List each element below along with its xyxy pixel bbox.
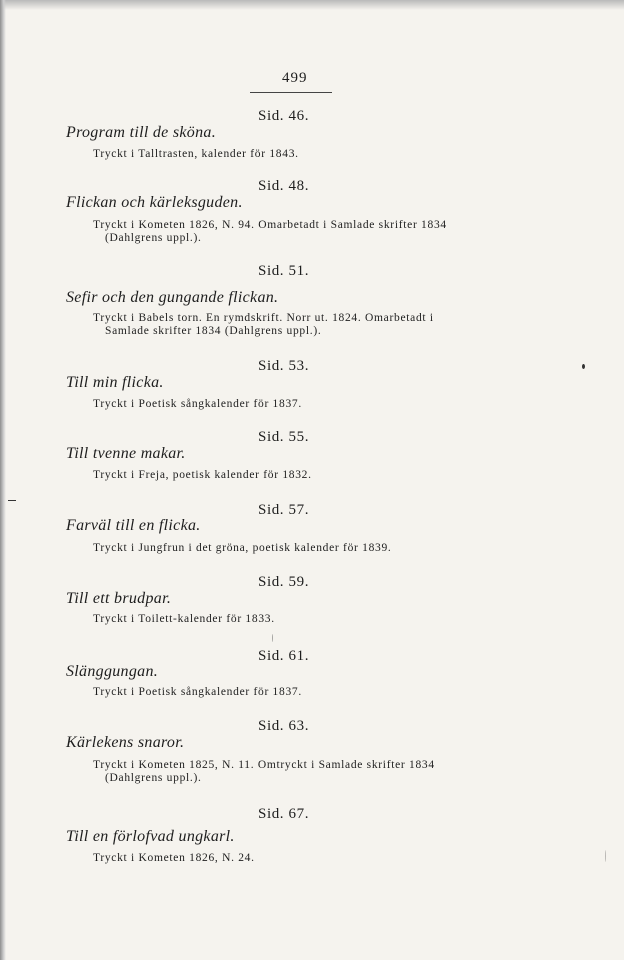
publication-note-line: (Dahlgrens uppl.). <box>105 232 202 244</box>
publication-note <box>93 759 435 785</box>
publication-note <box>93 219 447 245</box>
publication-note-line: Tryckt i Toilett-kalender för 1833. <box>93 613 275 625</box>
publication-note <box>93 469 312 482</box>
section-reference: Sid. 63. <box>258 718 310 734</box>
section-reference: Sid. 51. <box>258 263 310 279</box>
page-number: 499 <box>282 70 308 86</box>
ink-speck <box>582 364 585 369</box>
section-reference: Sid. 67. <box>258 806 310 822</box>
section-reference: Sid. 53. <box>258 358 310 374</box>
publication-note <box>93 852 255 865</box>
publication-note-line: Tryckt i Jungfrun i det gröna, poetisk kalender för 1839. <box>93 542 392 554</box>
poem-title: Till ett brudpar. <box>66 590 172 607</box>
ink-speck <box>8 500 16 501</box>
poem-title: Kärlekens snaror. <box>66 734 185 751</box>
poem-title: Farväl till en flicka. <box>66 517 201 534</box>
section-reference: Sid. 46. <box>258 108 310 124</box>
poem-title: Flickan och kärleksguden. <box>66 194 243 211</box>
publication-note <box>93 613 275 626</box>
poem-title: Sefir och den gungande flickan. <box>66 289 279 306</box>
publication-note <box>93 312 434 338</box>
publication-note-line: Samlade skrifter 1834 (Dahlgrens uppl.). <box>105 325 322 337</box>
section-reference: Sid. 57. <box>258 502 310 518</box>
section-reference: Sid. 48. <box>258 178 310 194</box>
publication-note-line: Tryckt i Babels torn. En rymdskrift. Norr ut. 1824. Omarbetadt i <box>93 312 434 324</box>
publication-note <box>93 398 302 411</box>
publication-note <box>93 148 299 161</box>
poem-title: Till en förlofvad ungkarl. <box>66 828 235 845</box>
publication-note-line: Tryckt i Poetisk sångkalender för 1837. <box>93 686 302 698</box>
section-reference: Sid. 59. <box>258 574 310 590</box>
ink-speck <box>272 634 273 642</box>
ink-speck <box>605 850 606 862</box>
section-reference: Sid. 55. <box>258 429 310 445</box>
page-number-rule <box>250 92 332 93</box>
section-reference: Sid. 61. <box>258 648 310 664</box>
publication-note-line: (Dahlgrens uppl.). <box>105 772 202 784</box>
publication-note-line: Tryckt i Kometen 1825, N. 11. Omtryckt i Samlade skrifter 1834 <box>93 759 435 771</box>
publication-note-line: Tryckt i Kometen 1826, N. 24. <box>93 852 255 864</box>
poem-title: Till tvenne makar. <box>66 445 186 462</box>
publication-note <box>93 542 392 555</box>
scan-edge-left <box>0 0 6 960</box>
poem-title: Slänggungan. <box>66 663 159 680</box>
publication-note <box>93 686 302 699</box>
scan-edge-top <box>0 0 624 10</box>
publication-note-line: Tryckt i Talltrasten, kalender för 1843. <box>93 148 299 160</box>
publication-note-line: Tryckt i Poetisk sångkalender för 1837. <box>93 398 302 410</box>
publication-note-line: Tryckt i Freja, poetisk kalender för 1832. <box>93 469 312 481</box>
publication-note-line: Tryckt i Kometen 1826, N. 94. Omarbetadt i Samlade skrifter 1834 <box>93 219 447 231</box>
poem-title: Program till de sköna. <box>66 124 216 141</box>
poem-title: Till min flicka. <box>66 374 164 391</box>
